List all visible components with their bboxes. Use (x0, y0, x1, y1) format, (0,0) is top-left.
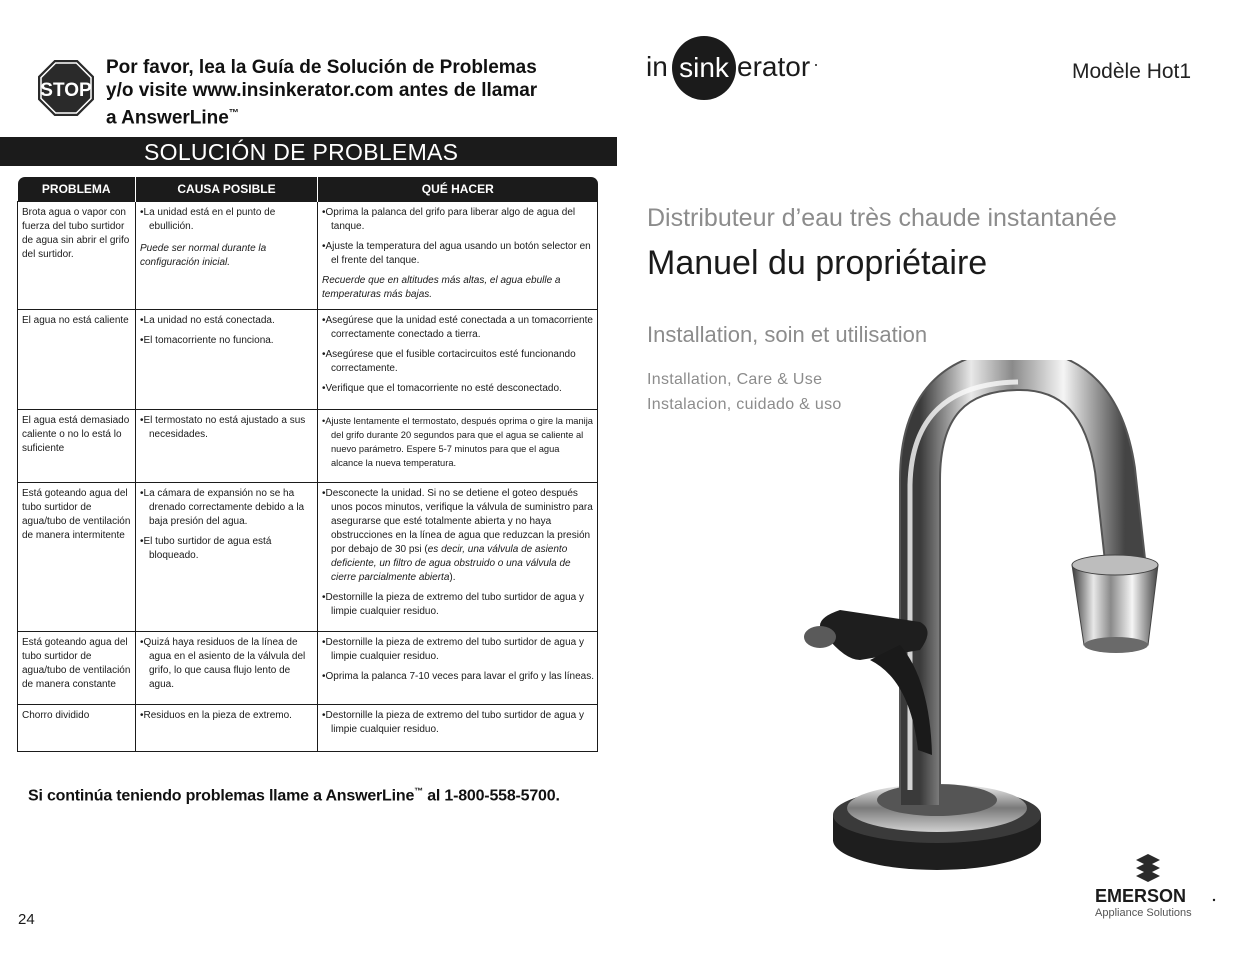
answerline-footer: Si continúa teniendo problemas llame a AnswerLine™ al 1-800-558-5700. (28, 786, 560, 805)
column-header-problem: PROBLEMA (18, 177, 136, 202)
svg-text:in: in (646, 51, 668, 82)
problem-cell: Brota agua o vapor con fuerza del tubo surtidor de agua sin abrir el grifo del surtidor. (18, 202, 136, 310)
action-note: Recuerde que en altitudes más altas, el agua ebulle a temperaturas más bajas. (322, 275, 561, 300)
model-number: Modèle Hot1 (1072, 60, 1192, 83)
problem-cell: Chorro dividido (18, 705, 136, 752)
cause-cell: • La unidad no está conectada. • El tomacorriente no funciona. (136, 310, 318, 410)
svg-text:erator: erator (737, 51, 811, 82)
section-title: SOLUCIÓN DE PROBLEMAS (144, 139, 459, 165)
problem-cell: Está goteando agua del tubo surtidor de agua/tubo de ventilación de manera constante (18, 632, 136, 705)
cause-cell: • La unidad está en el punto de ebullición. Puede ser normal durante la configuración inicial. (136, 202, 318, 310)
cause-cell: • Quizá haya residuos de la línea de agua en el asiento de la válvula del grifo, lo que causa flujo lento de agua. (136, 632, 318, 705)
manual-title: Manuel du propriétaire (647, 244, 988, 282)
problem-cell: Está goteando agua del tubo surtidor de agua/tubo de ventilación de manera intermitente (18, 483, 136, 632)
section-header-bar (0, 137, 617, 166)
table-row (18, 483, 598, 632)
action-cell: • Asegúrese que la unidad esté conectada a un tomacorriente correctamente conectado a tierra. • Asegúrese que el fusible cortacircuitos esté funcionando correctamente. • Verifique que el tomacorriente no esté desconectado. (318, 310, 598, 410)
column-header-cause: CAUSA POSIBLE (136, 177, 318, 202)
page-number: 24 (18, 911, 35, 928)
svg-text:sink: sink (679, 52, 729, 83)
cause-cell: • Residuos en la pieza de extremo. (136, 705, 318, 752)
warning-line-2: y/o visite www.insinkerator.com antes de llamar (106, 80, 538, 101)
product-subtitle: Distributeur d’eau très chaude instantanée (647, 204, 1117, 232)
emerson-logo (1090, 852, 1220, 922)
problem-cell: El agua no está caliente (18, 310, 136, 410)
action-cell: • Ajuste lentamente el termostato, después oprima o gire la manija del grifo durante 20 segundos para que el agua se caliente al nuevo parámetro. Espere 5-7 minutos para que el agua alcance la nueva temperatura. (318, 410, 598, 483)
table-row (18, 202, 598, 310)
svg-text:EMERSON: EMERSON (1095, 886, 1187, 906)
problem-cell: El agua está demasiado caliente o no lo está lo suficiente (18, 410, 136, 483)
cause-cell: • La cámara de expansión no se ha drenado correctamente debido a la baja presión del agua. • El tubo surtidor de agua está bloqueado. (136, 483, 318, 632)
insinkerator-logo (646, 36, 836, 102)
install-heading-es: Instalacion, cuidado & uso (647, 396, 842, 413)
cause-cell: • El termostato no está ajustado a sus necesidades. (136, 410, 318, 483)
install-heading-fr: Installation, soin et utilisation (647, 322, 928, 347)
warning-line-1: Por favor, lea la Guía de Solución de Problemas (106, 57, 537, 78)
cause-note: Puede ser normal durante la configuración inicial. (140, 243, 267, 268)
table-row (18, 632, 598, 705)
svg-text:Appliance Solutions: Appliance Solutions (1095, 907, 1192, 919)
action-cell: • Oprima la palanca del grifo para liberar algo de agua del tanque. • Ajuste la temperatura del agua usando un botón selector en el frente del tanque. Recuerde que en altitudes más altas, el agua ebulle a temperaturas más bajas. (318, 202, 598, 310)
column-header-action: QUÉ HACER (318, 177, 598, 202)
table-row (18, 705, 598, 752)
action-item: • Desconecte la unidad. Si no se detiene el goteo después unos pocos minutos, verifique la válvula de suministro para asegurarse que esté totalmente abierta y no haya obstrucciones en la línea de agua que reduzcan la presión por debajo de 30 psi (es decir, una válvula de asiento deficiente, un filtro de agua obstruido o una válvula de cierre parcialmente abierta). (322, 487, 594, 585)
stop-sign-icon (38, 60, 94, 116)
action-cell: • Destornille la pieza de extremo del tubo surtidor de agua y limpie cualquier residuo. • Oprima la palanca 7-10 veces para lavar el grifo y las líneas. (318, 632, 598, 705)
warning-line-3: a AnswerLine™ (106, 107, 239, 129)
troubleshooting-table (17, 177, 597, 752)
troubleshooting-warning (106, 56, 586, 129)
table-row (18, 310, 598, 410)
table-header-row (18, 177, 598, 202)
table-row (18, 410, 598, 483)
action-cell: • Desconecte la unidad. Si no se detiene el goteo después unos pocos minutos, verifique la válvula de suministro para asegurarse que esté totalmente abierta y no haya obstrucciones en la línea de agua que reduzcan la presión por debajo de 30 psi (es decir, una válvula de asiento deficiente, un filtro de agua obstruido o una válvula de cierre parcialmente abierta). • Destornille la pieza de extremo del tubo surtidor de agua y limpie cualquier residuo. (318, 483, 598, 632)
install-heading-en: Installation, Care & Use (647, 371, 823, 388)
stop-sign-text: STOP (40, 80, 92, 101)
action-cell: • Destornille la pieza de extremo del tubo surtidor de agua y limpie cualquier residuo. (318, 705, 598, 752)
hot-water-faucet-image (770, 360, 1170, 900)
